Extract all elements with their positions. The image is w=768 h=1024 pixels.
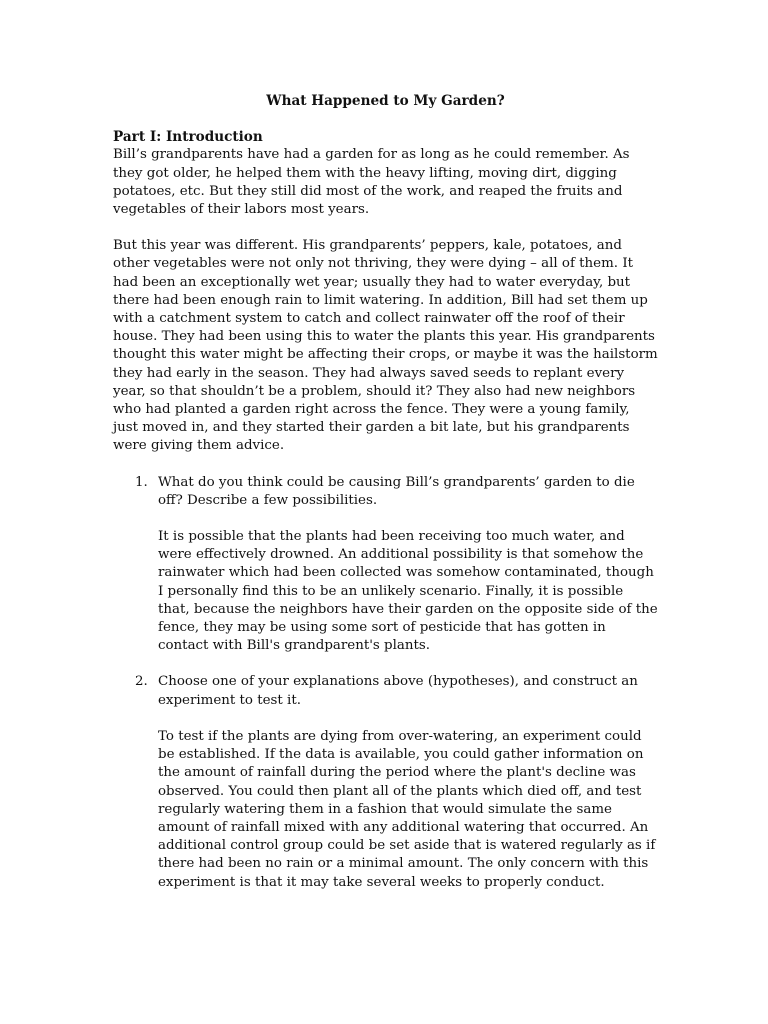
document-title: What Happened to My Garden?	[266, 93, 505, 109]
document-page	[113, 92, 658, 910]
question-text: What do you think could be causing Bill’s grandparents’ garden to die off? Describe a few possibilities.	[158, 474, 635, 508]
question-number: 2.	[135, 674, 148, 690]
intro-paragraph-1: Bill’s grandparents have had a garden for as long as he could remember. As they got older, he helped them with the heavy lifting, moving dirt, digging potatoes, etc. But they still did most of the work, and reaped the fruits and vegetables of their labors most years.	[113, 147, 630, 218]
intro-paragraph-2: But this year was different. His grandparents’ peppers, kale, potatoes, and other vegetables were not only not thriving, they were dying – all of them. It had been an exceptionally wet year; usually they had to water everyday, but there had been enough rain to limit watering. In addition, Bill had set them up with a catchment system to catch and collect rainwater off the roof of their house. They had been using this to water the plants this year. His grandparents thought this water might be affecting their crops, or maybe it was the hailstorm they had early in the season. They had always saved seeds to replant every year, so that shouldn’t be a problem, should it? They also had new neighbors who had planted a garden right across the fence. They were a young family, just moved in, and they started their garden a bit late, but his grandparents were giving them advice.	[113, 238, 658, 454]
question-text: Choose one of your explanations above (hypotheses), and construct an experiment to test it.	[158, 674, 638, 708]
section-heading: Part I: Introduction	[113, 129, 263, 146]
question-item-1	[113, 474, 658, 656]
question-item-2	[113, 673, 658, 891]
answer-text: It is possible that the plants had been receiving too much water, and were effectively drowned. An additional possibility is that somehow the rainwater which had been collected was somehow contaminated, though I personally find this to be an unlikely scenario. Finally, it is possible that, because the neighbors have their garden on the opposite side of the fence, they may be using some sort of pesticide that has gotten in contact with Bill's grandparent's plants.	[158, 529, 658, 654]
question-list	[113, 474, 658, 892]
answer-text: To test if the plants are dying from over-watering, an experiment could be established. If the data is available, you could gather information on the amount of rainfall during the period where the plant's decline was observed. You could then plant all of the plants which died off, and test regularly watering them in a fashion that would simulate the same amount of rainfall mixed with any additional watering that occurred. An additional control group could be set aside that is watered regularly as if there had been no rain or a minimal amount. The only concern with this experiment is that it may take several weeks to properly conduct.	[158, 728, 656, 890]
question-number: 1.	[135, 474, 148, 490]
